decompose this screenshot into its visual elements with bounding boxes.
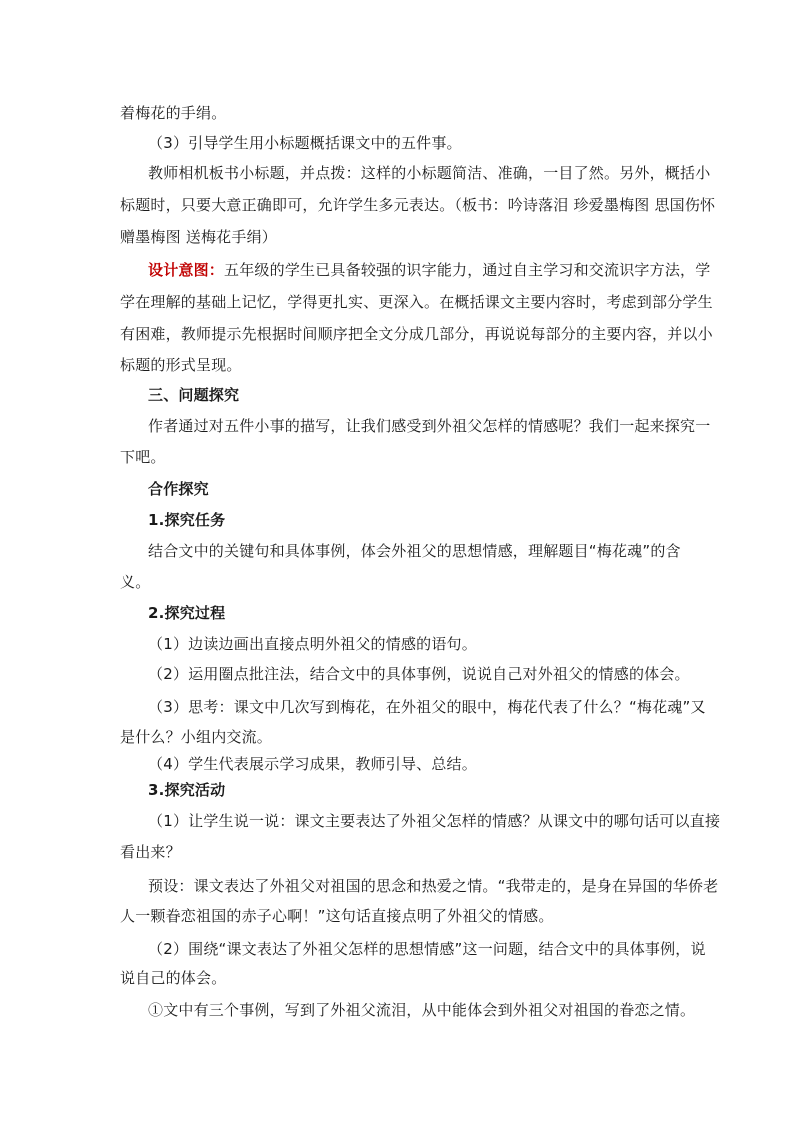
design-intent-label: 设计意图：: [148, 261, 225, 279]
paragraph-line: （3）思考：课文中几次写到梅花，在外祖父的眼中，梅花代表了什么？“梅花魂”又: [148, 698, 706, 716]
paragraph-line: （1）让学生说一说：课文主要表达了外祖父怎样的情感？从课文中的哪句话可以直接: [148, 812, 721, 830]
paragraph-line: 看出来？: [120, 843, 181, 861]
paragraph-line: 教师相机板书小标题，并点拨：这样的小标题简洁、准确，一目了然。另外，概括小: [148, 164, 711, 182]
subheading: 合作探究: [148, 480, 209, 498]
paragraph-line: 标题时，只要大意正确即可，允许学生多元表达。（板书：吟诗落泪 珍爱墨梅图 思国伤怀: [120, 196, 716, 214]
paragraph-line: 着梅花的手绢。: [120, 104, 227, 122]
paragraph-line: （2）运用圈点批注法，结合文中的具体事例，说说自己对外祖父的情感的体会。: [148, 665, 690, 683]
section-heading: 三、问题探究: [148, 386, 240, 404]
paragraph-line: 结合文中的关键句和具体事例，体会外祖父的思想情感，理解题目“梅花魂”的含: [148, 542, 681, 560]
paragraph-line: 学在理解的基础上记忆，学得更扎实、更深入。在概括课文主要内容时，考虑到部分学生: [120, 293, 713, 311]
paragraph-line: 作者通过对五件小事的描写，让我们感受到外祖父怎样的情感呢？我们一起来探究一: [148, 417, 711, 435]
design-intent-text: 五年级的学生已具备较强的识字能力，通过自主学习和交流识字方法，学: [224, 261, 711, 279]
design-intent-line: [148, 260, 710, 280]
paragraph-line: 标题的形式呈现。: [120, 356, 242, 374]
paragraph-line: 是什么？小组内交流。: [120, 728, 273, 746]
paragraph-line: （2）围绕“课文表达了外祖父怎样的思想情感”这一问题，结合文中的具体事例，说: [148, 940, 706, 958]
paragraph-line: 赠墨梅图 送梅花手绢）: [120, 228, 277, 246]
paragraph-line: 人一颗眷恋祖国的赤子心啊！”这句话直接点明了外祖父的情感。: [120, 907, 554, 925]
subheading: 1.探究任务: [148, 511, 226, 529]
paragraph-line: 有困难，教师提示先根据时间顺序把全文分成几部分，再说说每部分的主要内容，并以小: [120, 325, 713, 343]
subheading: 2.探究过程: [148, 604, 226, 622]
paragraph-line: （3）引导学生用小标题概括课文中的五件事。: [148, 134, 462, 152]
paragraph-line: 下吧。: [120, 448, 166, 466]
subheading: 3.探究活动: [148, 781, 226, 799]
paragraph-line: 预设：课文表达了外祖父对祖国的思念和热爱之情。“我带走的，是身在异国的华侨老: [148, 877, 719, 895]
paragraph-line: （4）学生代表展示学习成果，教师引导、总结。: [148, 755, 477, 773]
paragraph-line: 说自己的体会。: [120, 969, 227, 987]
paragraph-line: ①文中有三个事例，写到了外祖父流泪，从中能体会到外祖父对祖国的眷恋之情。: [148, 1001, 696, 1019]
paragraph-line: （1）边读边画出直接点明外祖父的情感的语句。: [148, 635, 477, 653]
paragraph-line: 义。: [120, 573, 151, 591]
